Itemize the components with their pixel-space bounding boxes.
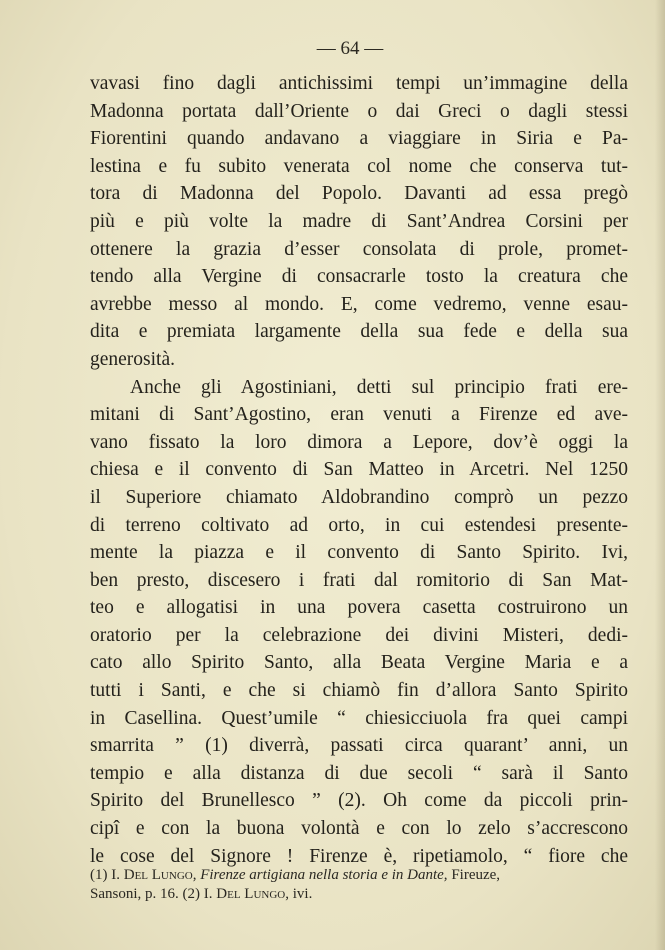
footnote-ibid: ivi. (292, 886, 313, 902)
text-line: dita e premiata largamente della sua fede e della sua (90, 321, 628, 343)
text-line: cipî e con la buona volontà e con lo zelo s’accrescono (90, 818, 628, 840)
text-line: il Superiore chiamato Aldobrandino comprò un pezzo (90, 486, 628, 508)
footnotes (90, 866, 628, 904)
body-text (90, 70, 628, 870)
text-line: Madonna portata dall’Oriente o dai Greci o dagli stessi (90, 100, 628, 122)
footnote-author: Del Lungo, (123, 867, 197, 883)
text-line: Spirito del Brunellesco ” (2). Oh come da piccoli prin- (90, 790, 628, 812)
footnote-author: Del Lungo, (216, 886, 289, 902)
text-line: vavasi fino dagli antichissimi tempi un’immagine della (90, 73, 628, 94)
text-line: Fiorentini quando andavano a viaggiare in Siria e Pa- (90, 128, 628, 150)
text-line: tutti i Santi, e che si chiamò fin d’allora Santo Spirito (90, 680, 628, 702)
footnote-publisher: Sansoni, p. 16. (90, 886, 179, 902)
footnote-2 (90, 885, 628, 904)
text-line: mitani di Sant’Agostino, eran venuti a Firenze ed ave- (90, 404, 628, 426)
text-line: ottenere la grazia d’esser consolata di prole, promet- (90, 238, 628, 260)
text-line: lestina e fu subito venerata col nome che conserva tut- (90, 155, 628, 177)
text-line: oratorio per la celebrazione dei divini Misteri, dedi- (90, 624, 628, 646)
footnote-place: Fireuze, (451, 867, 501, 883)
footnote-number: (1) I. (90, 867, 120, 883)
text-line: smarrita ” (1) diverrà, passati circa quarant’ anni, un (90, 735, 628, 757)
text-line: tendo alla Vergine di consacrarle tosto la creatura che (90, 266, 628, 288)
text-line: tempio e alla distanza di due secoli “ sarà il Santo (90, 762, 628, 784)
footnote-number: (2) I. (182, 886, 213, 902)
text-line: generosità. (90, 348, 176, 370)
text-line: chiesa e il convento di San Matteo in Arcetri. Nel 1250 (90, 459, 628, 481)
text-line: vano fissato la loro dimora a Lepore, dov’è oggi la (90, 431, 628, 453)
page-edge-shadow (655, 0, 665, 950)
text-line: teo e allogatisi in una povera casetta costruirono un (90, 597, 628, 619)
paragraph-start-line: Anche gli Agostiniani, detti sul principio frati ere- (130, 376, 628, 398)
footnote-title: Firenze artigiana nella storia e in Dante, (200, 867, 448, 883)
text-line: di terreno coltivato ad orto, in cui estendesi presente- (90, 514, 628, 536)
text-line: mente la piazza e il convento di Santo Spirito. Ivi, (90, 542, 628, 564)
text-line: avrebbe messo al mondo. E, come vedremo, venne esau- (90, 293, 628, 315)
text-line: ben presto, discesero i frati dal romitorio di San Mat- (90, 569, 628, 591)
text-line: più e più volte la madre di Sant’Andrea Corsini per (90, 210, 628, 232)
text-line: cato allo Spirito Santo, alla Beata Vergine Maria e a (90, 652, 628, 674)
footnote-1 (90, 866, 628, 885)
text-line: le cose del Signore ! Firenze è, ripetiamolo, “ fiore che (90, 845, 628, 867)
text-line: tora di Madonna del Popolo. Davanti ad essa pregò (90, 183, 628, 205)
text-line: in Casellina. Quest’umile “ chiesicciuola fra quei campi (90, 707, 628, 729)
page-number: — 64 — (316, 38, 384, 59)
